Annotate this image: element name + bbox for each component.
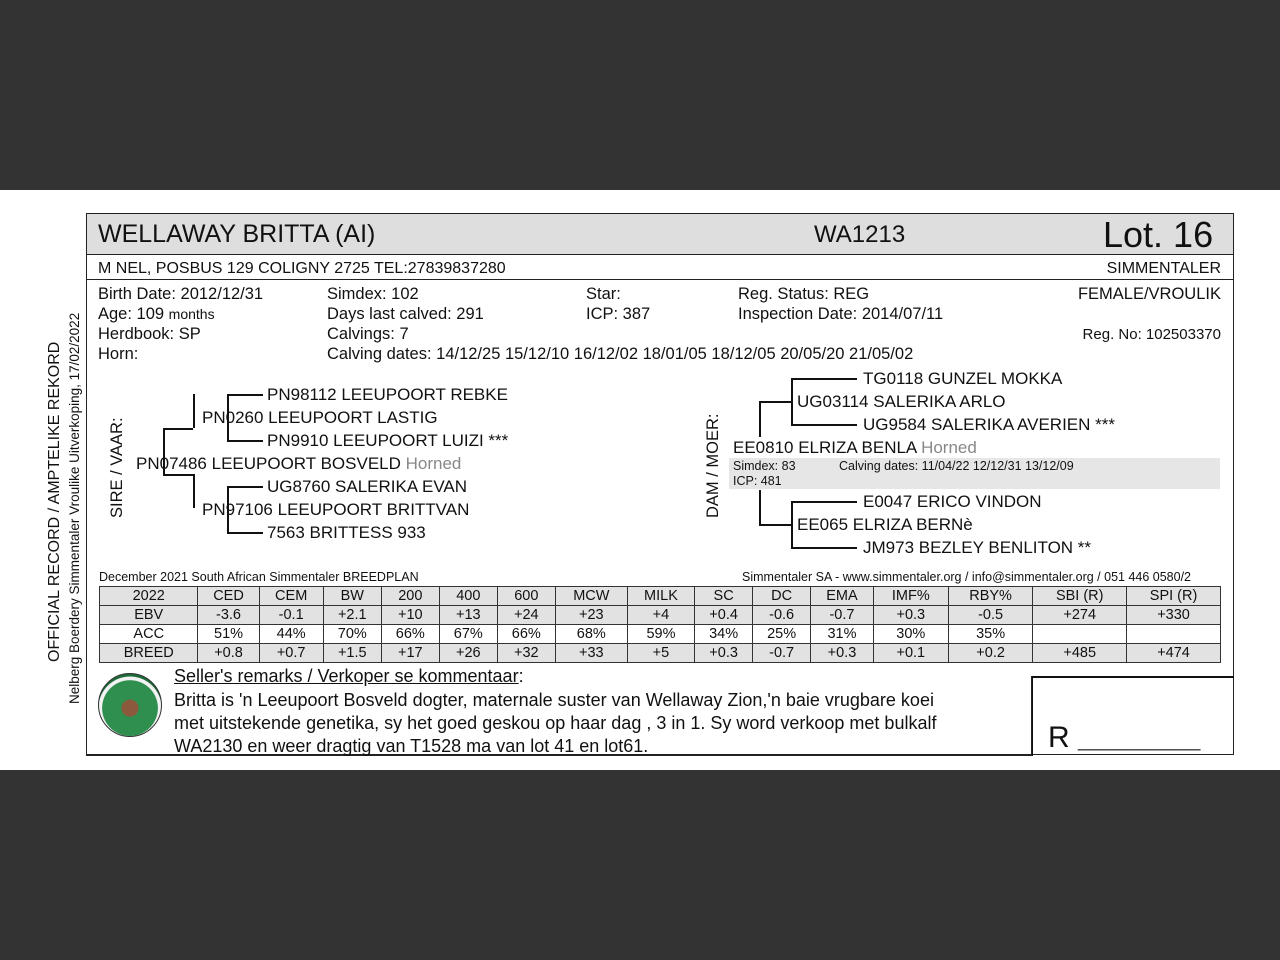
ebv-cell: +24: [497, 606, 555, 625]
price-blank[interactable]: __________: [1078, 726, 1201, 751]
dam-name: [733, 438, 977, 458]
remarks-line-3: WA2130 en weer dragtig van T1528 ma van lot 41 en lot61.: [174, 736, 649, 756]
ebv-header-cell: 200: [381, 587, 439, 606]
dam-label: DAM / MOER:: [704, 413, 722, 518]
simmentaler-logo-icon: [98, 673, 162, 737]
dam-horn-status: Horned: [921, 438, 977, 457]
price-currency: R: [1048, 721, 1070, 754]
ebv-header-cell: SPI (R): [1127, 587, 1221, 606]
animal-name: WELLAWAY BRITTA (AI): [98, 220, 376, 248]
ebv-cell: -0.7: [811, 606, 874, 625]
ebv-cell: +2.1: [323, 606, 381, 625]
ebv-header-cell: DC: [753, 587, 811, 606]
breed-cell: +0.7: [259, 644, 323, 663]
sire-sire-dam: PN9910 LEEUPOORT LUIZI ***: [267, 431, 509, 450]
lot-number: Lot. 16: [1103, 214, 1214, 255]
breed-cell: +1.5: [323, 644, 381, 663]
owner-address: M NEL, POSBUS 129 COLIGNY 2725 TEL:27839837280: [98, 260, 506, 277]
sire-dam: PN97106 LEEUPOORT BRITTVAN: [202, 500, 470, 519]
sire-dam-dam: 7563 BRITTESS 933: [267, 523, 426, 542]
acc-cell: 59%: [627, 625, 694, 644]
animal-id: WA1213: [814, 221, 906, 248]
ebv-header-cell: 600: [497, 587, 555, 606]
ebv-cell: -0.1: [259, 606, 323, 625]
sire-label: SIRE / VAAR:: [108, 417, 126, 518]
acc-row: [100, 625, 1221, 644]
ss-bracket: [193, 394, 195, 428]
dam-dam-sire: E0047 ERICO VINDON: [863, 492, 1042, 511]
breed-cell: +26: [439, 644, 497, 663]
dam-sire: UG03114 SALERIKA ARLO: [797, 392, 1006, 411]
catalogue-sheet: [0, 190, 1280, 770]
ds-bracket-v: [791, 378, 793, 424]
dam-bracket-up: [759, 401, 761, 437]
sire-horn-status: Horned: [405, 454, 462, 473]
age-value: Age: 109: [98, 305, 165, 323]
ebv-header-cell: RBY%: [948, 587, 1032, 606]
sire-sire-sire: PN98112 LEEUPOORT REBKE: [267, 385, 508, 404]
ebv-cell: +274: [1033, 606, 1127, 625]
ebv-table: [99, 586, 1221, 663]
remarks-divider: [1031, 676, 1234, 678]
dam-dam-dam: JM973 BEZLEY BENLITON **: [863, 538, 1092, 557]
dam-bracket-down: [759, 490, 761, 524]
acc-cell: 51%: [198, 625, 259, 644]
ebv-cell: -3.6: [198, 606, 259, 625]
ebv-header-row: [100, 587, 1221, 606]
ebv-header-cell: SC: [695, 587, 753, 606]
acc-cell: ACC: [100, 625, 198, 644]
days-last-calved: Days last calved: 291: [327, 305, 484, 323]
breed-row: [100, 644, 1221, 663]
sire-dam-sire: UG8760 SALERIKA EVAN: [267, 477, 468, 496]
ss-bracket-t: [227, 394, 263, 396]
reg-number: Reg. No: 102503370: [1082, 326, 1221, 343]
ebv-cell: -0.5: [948, 606, 1032, 625]
official-record-label: OFFICIAL RECORD / AMPTELIKE REKORD: [46, 341, 63, 662]
ebv-header-cell: BW: [323, 587, 381, 606]
dam-calving-dates: Calving dates: 11/04/22 12/12/31 13/12/09: [839, 459, 1074, 473]
breed-cell: -0.7: [753, 644, 811, 663]
star: Star:: [586, 285, 621, 303]
acc-cell: 25%: [753, 625, 811, 644]
acc-cell: [1033, 625, 1127, 644]
sire-bracket-top: [163, 428, 193, 430]
breed-cell: +0.1: [873, 644, 948, 663]
herdbook: Herdbook: SP: [98, 325, 201, 343]
acc-cell: 67%: [439, 625, 497, 644]
reg-status: Reg. Status: REG: [738, 285, 870, 303]
sale-info-label: Nelberg Boerdery Simmentaler Vroulike Uitverkoping, 17/02/2022: [67, 312, 82, 704]
inspection-date: Inspection Date: 2014/07/11: [738, 305, 944, 323]
breedplan-source: December 2021 South African Simmentaler BREEDPLAN: [99, 570, 419, 584]
ebv-header-cell: SBI (R): [1033, 587, 1127, 606]
dam-icp: ICP: 481: [733, 474, 782, 488]
sire-name: [136, 454, 461, 474]
breed-cell: +0.2: [948, 644, 1032, 663]
sire-bracket-bottom: [163, 474, 193, 476]
breed-cell: +33: [555, 644, 627, 663]
remarks-line-2: met uitstekende genetika, sy het goed geskou op haar dag , 3 in 1. Sy word verkoop met bulkalf: [174, 713, 937, 733]
dam-sire-dam: UG9584 SALERIKA AVERIEN ***: [863, 415, 1115, 434]
sd-bracket-t: [227, 486, 263, 488]
calvings: Calvings: 7: [327, 325, 409, 343]
acc-cell: 68%: [555, 625, 627, 644]
dam-simdex: Simdex: 83: [733, 459, 796, 473]
dam-dam: EE065 ELRIZA BERNè: [797, 515, 973, 534]
acc-cell: [1127, 625, 1221, 644]
sd-bracket: [193, 474, 195, 508]
remarks-heading-text: Seller's remarks / Verkoper se kommentaar: [174, 666, 519, 686]
ebv-row: [100, 606, 1221, 625]
breed-cell: +0.8: [198, 644, 259, 663]
sire-name-text: PN07486 LEEUPOORT BOSVELD: [136, 454, 401, 473]
dam-name-text: EE0810 ELRIZA BENLA: [733, 438, 917, 457]
breed-cell: +5: [627, 644, 694, 663]
ebv-cell: +4: [627, 606, 694, 625]
breed-cell: +32: [497, 644, 555, 663]
remarks-heading-colon: :: [518, 666, 524, 686]
remarks-heading: [174, 666, 524, 687]
ebv-cell: +13: [439, 606, 497, 625]
breed-cell: +0.3: [695, 644, 753, 663]
calving-dates: Calving dates: 14/12/25 15/12/10 16/12/02 18/01/05 18/12/05 20/05/20 21/05/02: [327, 345, 914, 363]
dd-bracket-b: [791, 547, 857, 549]
acc-cell: 35%: [948, 625, 1032, 644]
ebv-header-cell: 400: [439, 587, 497, 606]
ebv-header-cell: CED: [198, 587, 259, 606]
ebv-header-cell: EMA: [811, 587, 874, 606]
dam-sire-sire: TG0118 GUNZEL MOKKA: [863, 369, 1063, 388]
horn: Horn:: [98, 345, 139, 363]
ebv-cell: +10: [381, 606, 439, 625]
ebv-cell: +0.4: [695, 606, 753, 625]
breed-cell: +17: [381, 644, 439, 663]
birth-date: Birth Date: 2012/12/31: [98, 285, 264, 303]
acc-cell: 31%: [811, 625, 874, 644]
age: [98, 305, 215, 324]
ebv-cell: +23: [555, 606, 627, 625]
remarks-line-1: Britta is 'n Leeupoort Bosveld dogter, maternale suster van Wellaway Zion,'n baie vrugbare koei: [174, 690, 934, 710]
acc-cell: 34%: [695, 625, 753, 644]
sd-bracket-b: [227, 532, 263, 534]
breed-cell: +474: [1127, 644, 1221, 663]
ebv-cell: -0.6: [753, 606, 811, 625]
icp: ICP: 387: [586, 305, 651, 323]
sire-sire: PN0260 LEEUPOORT LASTIG: [202, 408, 438, 427]
breed-cell: +0.3: [811, 644, 874, 663]
dam-bracket-down-b: [759, 524, 791, 526]
acc-cell: 44%: [259, 625, 323, 644]
acc-cell: 66%: [497, 625, 555, 644]
acc-cell: 30%: [873, 625, 948, 644]
ebv-cell: +330: [1127, 606, 1221, 625]
ebv-header-cell: IMF%: [873, 587, 948, 606]
breedplan-contact: Simmentaler SA - www.simmentaler.org / info@simmentaler.org / 051 446 0580/2: [742, 570, 1192, 584]
simdex: Simdex: 102: [327, 285, 419, 303]
acc-cell: 70%: [323, 625, 381, 644]
ds-bracket-t: [791, 378, 857, 380]
breed-name: SIMMENTALER: [1106, 260, 1221, 277]
dam-bracket-up-t: [759, 401, 791, 403]
dd-bracket-t: [791, 501, 857, 503]
dd-bracket-v: [791, 501, 793, 547]
age-unit: months: [168, 306, 215, 322]
ebv-header-cell: MCW: [555, 587, 627, 606]
ebv-header-cell: MILK: [627, 587, 694, 606]
acc-cell: 66%: [381, 625, 439, 644]
ss-bracket-b: [227, 440, 263, 442]
ebv-cell: EBV: [100, 606, 198, 625]
ds-bracket-b: [791, 424, 857, 426]
ebv-cell: +0.3: [873, 606, 948, 625]
breed-cell: +485: [1033, 644, 1127, 663]
sex: FEMALE/VROULIK: [1077, 285, 1221, 303]
breed-cell: BREED: [100, 644, 198, 663]
ebv-header-cell: CEM: [259, 587, 323, 606]
ebv-header-cell: 2022: [100, 587, 198, 606]
